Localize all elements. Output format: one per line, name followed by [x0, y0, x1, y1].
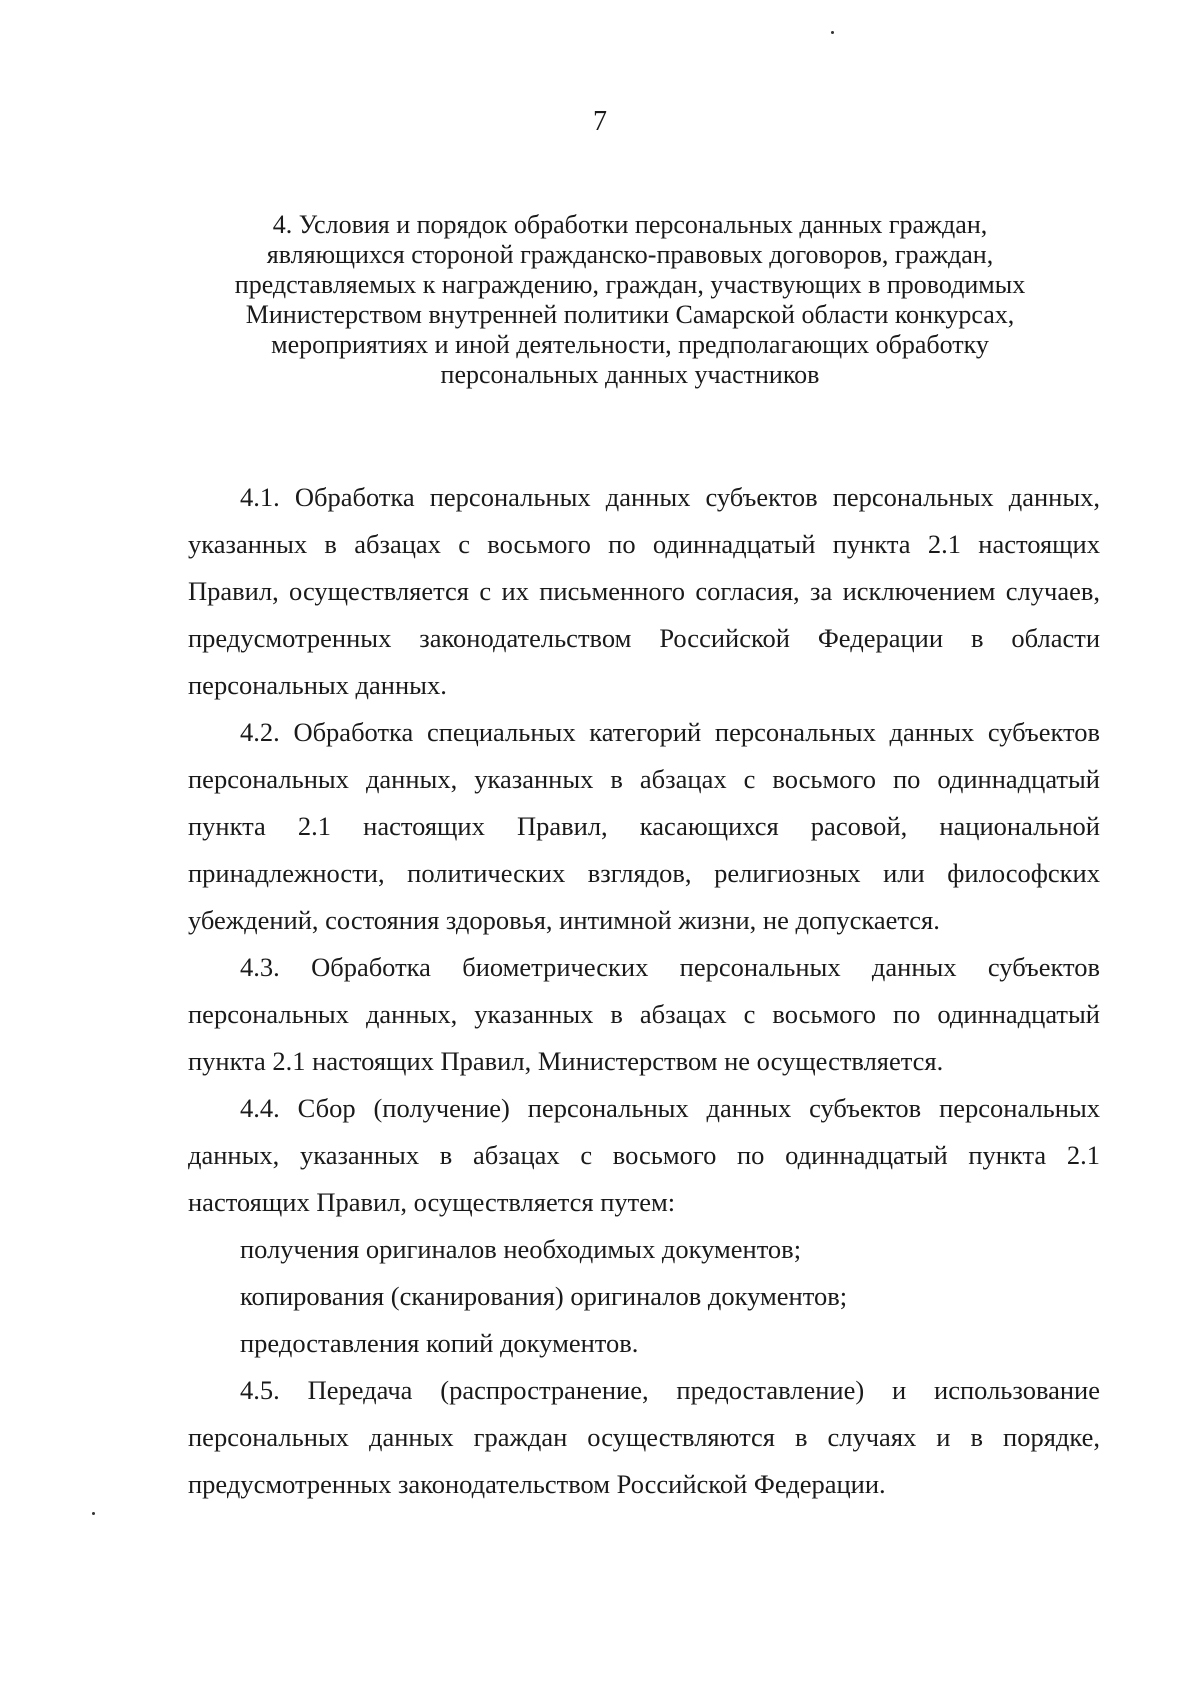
section-title-line: персональных данных участников: [440, 360, 820, 389]
section-title-line: являющихся стороной гражданско-правовых договоров, граждан,: [266, 240, 994, 269]
page-number: 7: [593, 106, 607, 137]
paragraph-4-4: 4.4. Сбор (получение) персональных данных субъектов персональных данных, указанных в абзацах с восьмого по одиннадцатый пункта 2.1 настоящих Правил, осуществляется путем:: [188, 1093, 1100, 1217]
scan-speck: [831, 31, 834, 34]
paragraph-4-2: 4.2. Обработка специальных категорий персональных данных субъектов персональных данных, указанных в абзацах с восьмого по одиннадцатый пункта 2.1 настоящих Правил, касающихся расовой, национальной принадлежности, политических взглядов, религиозных или философских убеждений, состояния здоровья, интимной жизни, не допускается.: [188, 717, 1100, 935]
scan-speck: [92, 1512, 95, 1515]
paragraph-4-1: 4.1. Обработка персональных данных субъектов персональных данных, указанных в абзацах с восьмого по одиннадцатый пункта 2.1 настоящих Правил, осуществляется с их письменного согласия, за исключением случаев, предусмотренных законодательством Российской Федерации в области персональных данных.: [188, 482, 1100, 700]
section-title-line: мероприятиях и иной деятельности, предполагающих обработку: [271, 330, 989, 359]
section-title-line: Министерством внутренней политики Самарской области конкурсах,: [245, 300, 1015, 329]
list-item: получения оригиналов необходимых документов;: [240, 1234, 802, 1264]
section-title-line: 4. Условия и порядок обработки персональных данных граждан,: [272, 210, 988, 239]
document-body: [188, 474, 1100, 1508]
section-title-line: представляемых к награждению, граждан, участвующих в проводимых: [234, 270, 1026, 299]
section-title: [190, 210, 1070, 390]
list-item: предоставления копий документов.: [240, 1328, 639, 1358]
paragraph-4-5: 4.5. Передача (распространение, предоставление) и использование персональных данных граждан осуществляются в случаях и в порядке, предусмотренных законодательством Российской Федерации.: [188, 1375, 1100, 1499]
list-item: копирования (сканирования) оригиналов документов;: [240, 1281, 848, 1311]
paragraph-4-3: 4.3. Обработка биометрических персональных данных субъектов персональных данных, указанных в абзацах с восьмого по одиннадцатый пункта 2.1 настоящих Правил, Министерством не осуществляется.: [188, 952, 1100, 1076]
